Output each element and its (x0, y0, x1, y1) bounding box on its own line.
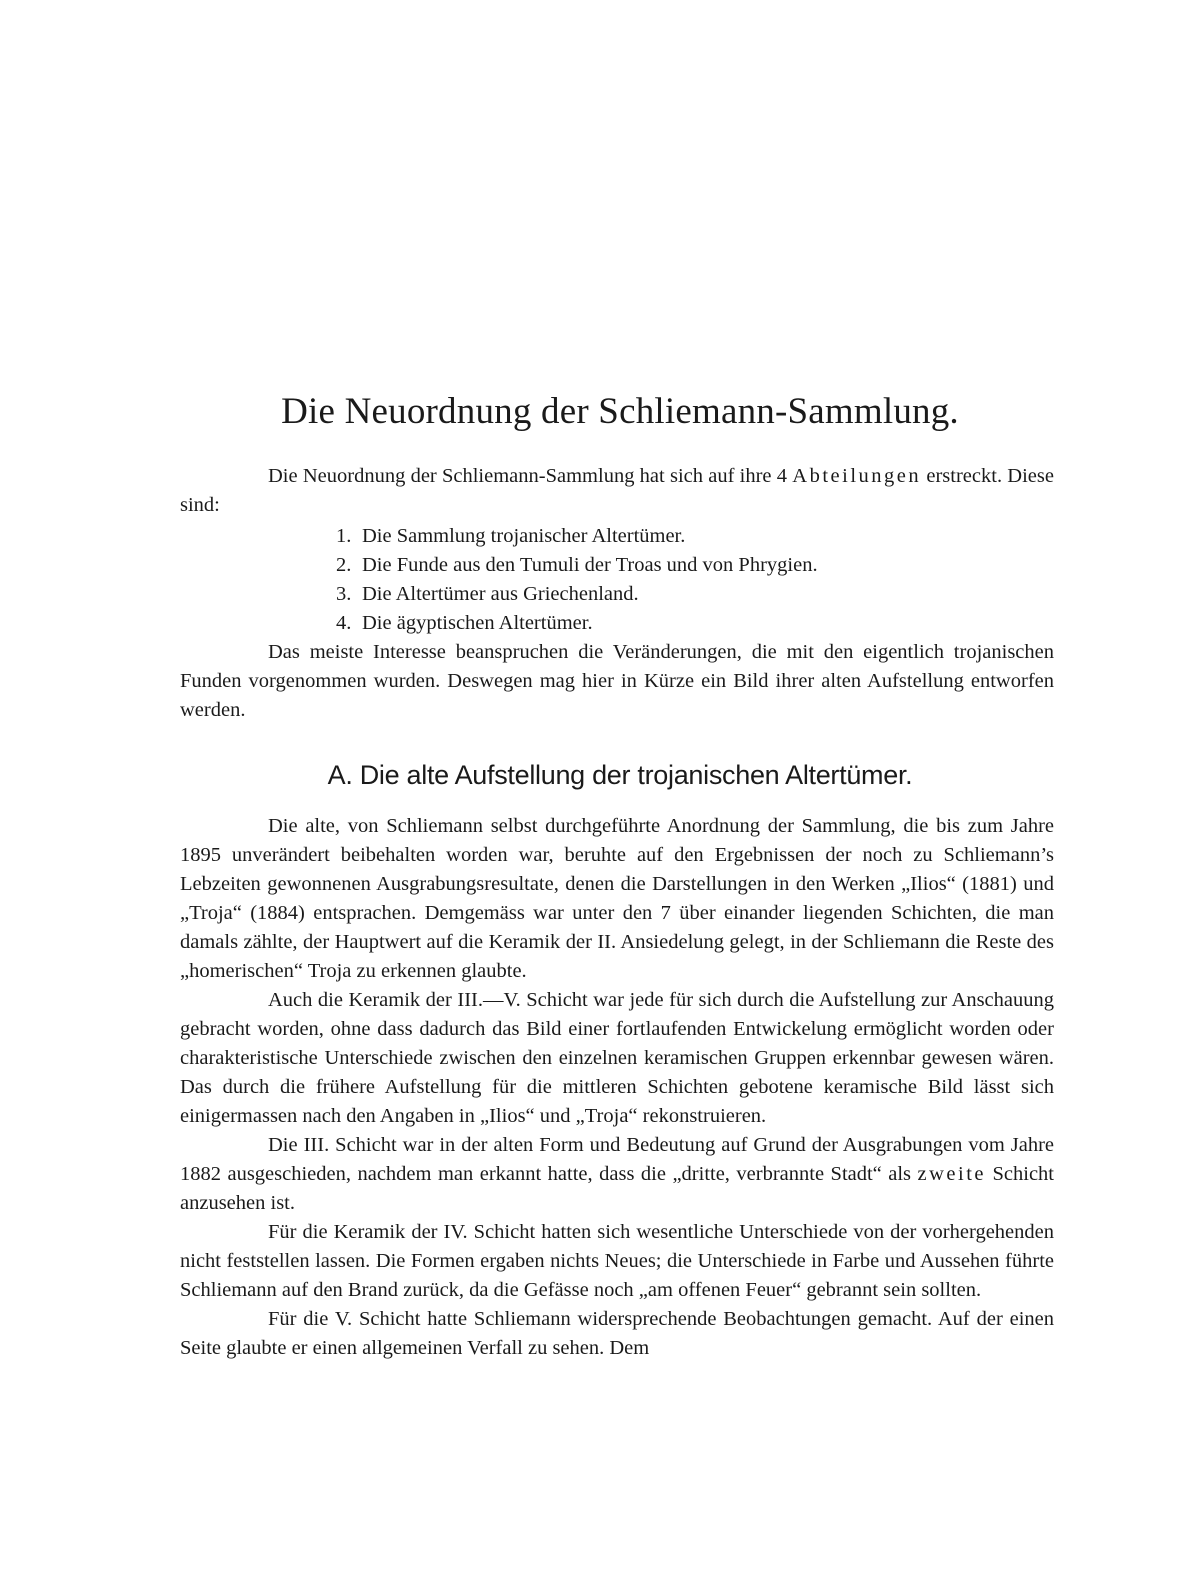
intro-text (180, 462, 1054, 520)
list-item (336, 609, 818, 638)
collection-list (336, 522, 818, 638)
intro-text-end: erstreckt. Diese sind: (180, 465, 1054, 516)
paragraph-5: Für die V. Schicht hatte Schliemann widersprechende Beobachtungen gemacht. Auf der einen Seite glaubte er einen allgemeinen Verfall zu sehen. Dem (180, 1308, 1054, 1359)
list-item-text: Die Funde aus den Tumuli der Troas und von Phrygien. (362, 554, 818, 576)
intro-paragraph (180, 462, 1054, 520)
list-item-text: Die Altertümer aus Griechenland. (362, 583, 639, 605)
interest-text: Das meiste Interesse beanspruchen die Veränderungen, die mit den eigentlich trojanischen Funden vorgenommen wurden. Deswegen mag hier in Kürze ein Bild ihrer alten Aufstellung entworfen werden. (180, 641, 1054, 721)
paragraph-3 (180, 1131, 1054, 1218)
intro-spaced-word: Abteilungen (792, 465, 922, 487)
paragraph-3-end: Schicht anzusehen ist. (180, 1163, 1055, 1214)
paragraph-3-start: Die III. Schicht war in der alten Form und Bedeutung auf Grund der Ausgrabungen vom Jahre 1882 ausgeschieden, nachdem man erkannt hatte, dass die „dritte, verbrannte Stadt“ als (180, 1134, 1054, 1185)
paragraph-4: Für die Keramik der IV. Schicht hatten sich wesentliche Unterschiede von der vorhergehenden nicht feststellen lassen. Die Formen ergaben nichts Neues; die Unterschiede in Farbe und Aussehen führte Schliemann auf den Brand zurück, da die Gefässe noch „am offenen Feuer“ gebrannt sein sollten. (180, 1221, 1054, 1301)
list-item (336, 522, 818, 551)
list-item-number: 1. (336, 525, 352, 547)
interest-paragraph (180, 638, 1054, 725)
list-item-number: 3. (336, 583, 352, 605)
list-item-text: Die Sammlung trojanischer Altertümer. (362, 525, 686, 547)
list-item-number: 4. (336, 612, 352, 634)
list-item-number: 2. (336, 554, 352, 576)
section-body (180, 812, 1054, 1363)
intro-text-start: Die Neuordnung der Schliemann-Sammlung hat sich auf ihre 4 (268, 465, 793, 487)
list-item-text: Die ägyptischen Altertümer. (362, 612, 593, 634)
paragraph-1: Die alte, von Schliemann selbst durchgeführte Anordnung der Sammlung, die bis zum Jahre 1895 unverändert beibehalten worden war, beruhte auf den Ergebnissen der noch zu Schliemann’s Lebzeiten gewonnenen Ausgrabungsresultate, denen die Darstellungen in den Werken „Ilios“ (1881) und „Troja“ (1884) entsprachen. Demgemäss war unter den 7 über einander liegenden Schichten, die man damals zählte, der Hauptwert auf die Keramik der II. Ansiedelung gelegt, in der Schliemann die Reste des „homerischen“ Troja zu erkennen glaubte. (180, 815, 1054, 982)
paragraph-3-spaced-word: zweite (917, 1163, 987, 1185)
section-heading: A. Die alte Aufstellung der trojanischen Altertümer. (327, 760, 913, 790)
list-item (336, 551, 818, 580)
page-title: Die Neuordnung der Schliemann-Sammlung. (281, 391, 959, 432)
list-item (336, 580, 818, 609)
paragraph-2: Auch die Keramik der III.—V. Schicht war jede für sich durch die Aufstellung zur Anschauung gebracht worden, ohne dass dadurch das Bild einer fortlaufenden Entwickelung ermöglicht worden oder charakteristische Unterschiede zwischen den einzelnen keramischen Gruppen erkennbar gewesen wären. Das durch die frühere Aufstellung für die mittleren Schichten gebotene keramische Bild lässt sich einigermassen nach den Angaben in „Ilios“ und „Troja“ rekonstruieren. (180, 989, 1054, 1127)
